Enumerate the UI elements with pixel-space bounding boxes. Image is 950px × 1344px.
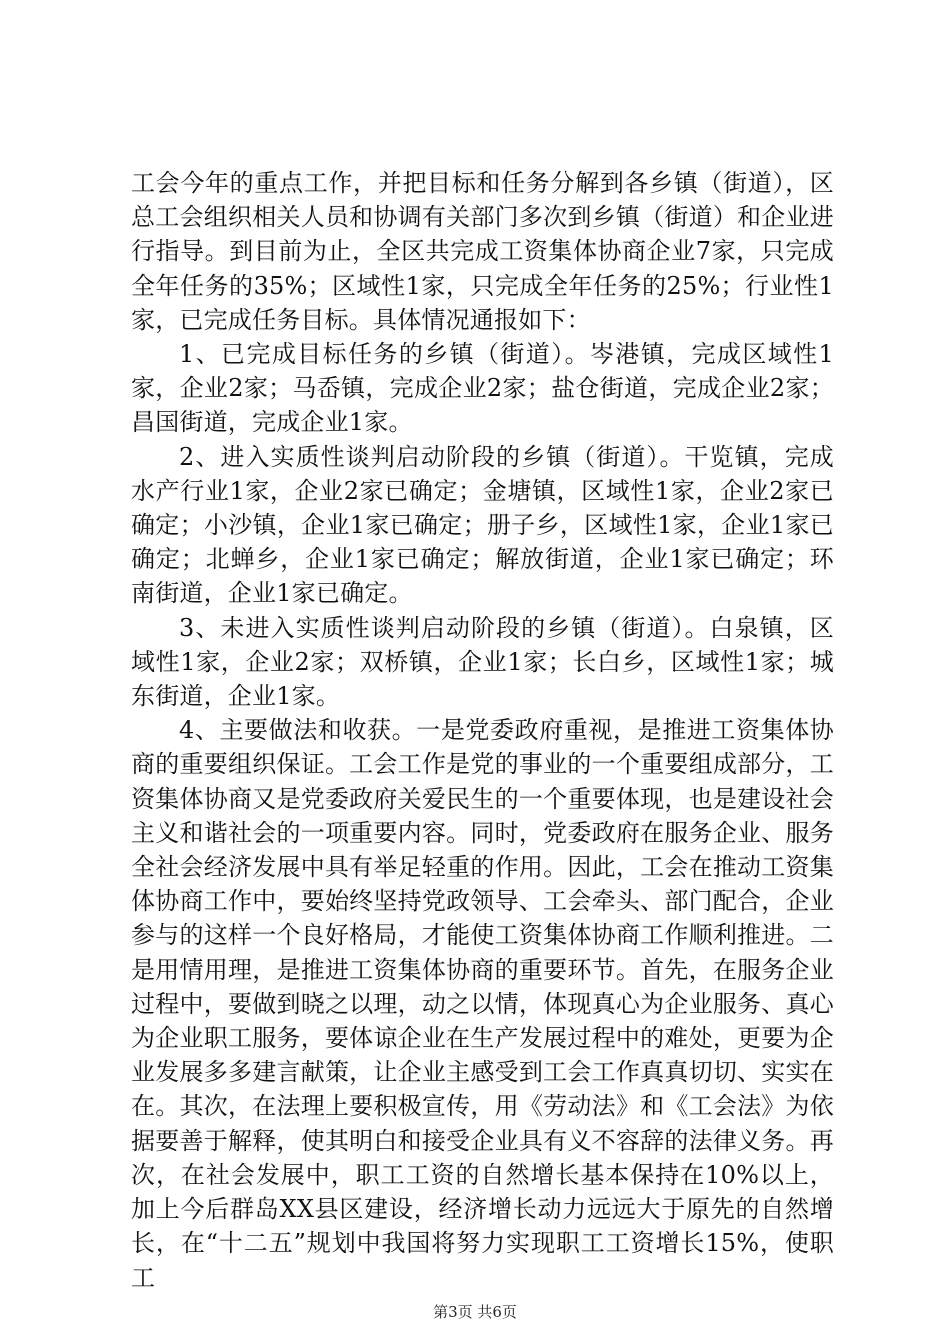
paragraph-item-3: 3、未进入实质性谈判启动阶段的乡镇（街道）。白泉镇，区域性1家，企业2家；双桥镇，企业1家；长白乡，区域性1家；城东街道，企业1家。 — [131, 613, 834, 711]
document-body — [131, 166, 834, 1295]
paragraph-item-2: 2、进入实质性谈判启动阶段的乡镇（街道）。干览镇，完成水产行业1家，企业2家已确定；金塘镇，区域性1家，企业2家已确定；小沙镇，企业1家已确定；册子乡，区域性1家，企业1家已确定；北蝉乡，企业1家已确定；解放街道，企业1家已确定；环南街道，企业1家已确定。 — [131, 442, 834, 608]
page-footer: 第3页 共6页 — [433, 1303, 517, 1321]
paragraph-intro: 工会今年的重点工作，并把目标和任务分解到各乡镇（街道），区总工会组织相关人员和协调有关部门多次到乡镇（街道）和企业进行指导。到目前为止，全区共完成工资集体协商企业7家，只完成全年任务的35%；区域性1家，只完成全年任务的25%；行业性1家，已完成任务目标。具体情况通报如下： — [131, 169, 834, 334]
paragraph-item-4: 4、主要做法和收获。一是党委政府重视，是推进工资集体协商的重要组织保证。工会工作是党的事业的一个重要组成部分，工资集体协商又是党委政府关爱民生的一个重要体现，也是建设社会主义和谐社会的一项重要内容。同时，党委政府在服务企业、服务全社会经济发展中具有举足轻重的作用。因此，工会在推动工资集体协商工作中，要始终坚持党政领导、工会牵头、部门配合，企业参与的这样一个良好格局，才能使工资集体协商工作顺利推进。二是用情用理，是推进工资集体协商的重要环节。首先，在服务企业过程中，要做到晓之以理，动之以情，体现真心为企业服务、真心为企业职工服务，要体谅企业在生产发展过程中的难处，更要为企业发展多多建言献策，让企业主感受到工会工作真真切切、实实在在。其次，在法理上要积极宣传，用《劳动法》和《工会法》为依据要善于解释，使其明白和接受企业具有义不容辞的法律义务。再次，在社会发展中，职工工资的自然增长基本保持在10%以上，加上今后群岛XX县区建设，经济增长动力远远大于原先的自然增长，在“十二五”规划中我国将努力实现职工工资增长15%，使职工 — [131, 716, 834, 1292]
paragraph-item-1: 1、已完成目标任务的乡镇（街道）。岑港镇，完成区域性1家，企业2家；马岙镇，完成企业2家；盐仓街道，完成企业2家；昌国街道，完成企业1家。 — [131, 340, 834, 437]
